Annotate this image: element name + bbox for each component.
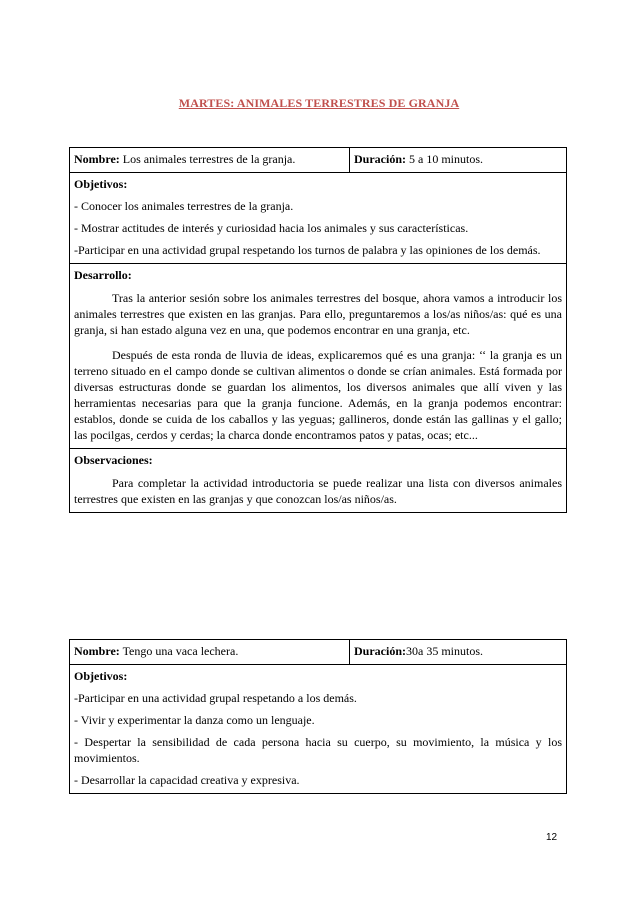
objetivo-item: - Conocer los animales terrestres de la granja. bbox=[74, 199, 294, 213]
duracion-value: 30a 35 minutos. bbox=[406, 644, 483, 658]
objetivo-item: - Vivir y experimentar la danza como un lenguaje. bbox=[74, 713, 315, 727]
nombre-label: Nombre: bbox=[74, 644, 120, 658]
duracion-label: Duración: bbox=[354, 644, 406, 658]
nombre-cell bbox=[70, 640, 350, 665]
duracion-label: Duración: bbox=[354, 152, 406, 166]
duracion-value: 5 a 10 minutos. bbox=[406, 152, 483, 166]
desarrollo-paragraph: Tras la anterior sesión sobre los animales terrestres del bosque, ahora vamos a introducir los animales terrestres que existen en las granjas. Para ello, preguntaremos a los/as niños/as: qué es una granja, si han estado alguna vez en una, que podemos encontrar en una granja, etc. bbox=[74, 291, 562, 337]
objetivo-item: - Mostrar actitudes de interés y curiosidad hacia los animales y sus características. bbox=[74, 221, 469, 235]
nombre-value: Los animales terrestres de la granja. bbox=[119, 152, 296, 166]
page-number: 12 bbox=[546, 832, 558, 843]
activity-table-1 bbox=[69, 147, 567, 513]
activity-table-2 bbox=[69, 639, 567, 794]
observaciones-heading: Observaciones: bbox=[74, 453, 153, 467]
objetivos-section bbox=[70, 665, 567, 794]
nombre-label: Nombre: bbox=[74, 152, 120, 166]
objetivo-item: - Despertar la sensibilidad de cada persona hacia su cuerpo, su movimiento, la música y los movimientos. bbox=[74, 735, 562, 765]
duracion-cell bbox=[350, 640, 567, 665]
objetivos-heading: Objetivos: bbox=[74, 669, 128, 683]
objetivo-item: -Participar en una actividad grupal respetando los turnos de palabra y las opiniones de los demás. bbox=[74, 243, 541, 257]
observaciones-paragraph: Para completar la actividad introductoria se puede realizar una lista con diversos animales terrestres que existen en las granjas y que conozcan los/as niños/as. bbox=[74, 476, 562, 506]
nombre-cell bbox=[70, 148, 350, 173]
page-title: MARTES: ANIMALES TERRESTRES DE GRANJA bbox=[178, 96, 460, 110]
observaciones-section bbox=[70, 449, 567, 513]
objetivos-heading: Objetivos: bbox=[74, 177, 128, 191]
desarrollo-paragraph: Después de esta ronda de lluvia de ideas, explicaremos qué es una granja: ‘‘ la granja es un terreno situado en el campo donde se cultivan alimentos o donde se crían animales. Está formada por diversas estructuras donde se guardan los alimentos, los diversos animales que allí viven y las herramientas necesarias para que la granja funcione. Además, en la granja podemos encontrar: establos, donde se cuida de los caballos y las yeguas; gallineros, donde están las gallinas y el gallo; las pocilgas, cerdos y cerdas; la charca donde encontramos patos y patas, ocas; etc... bbox=[74, 348, 562, 442]
objetivo-item: - Desarrollar la capacidad creativa y expresiva. bbox=[74, 773, 300, 787]
desarrollo-section bbox=[70, 264, 567, 449]
desarrollo-heading: Desarrollo: bbox=[74, 268, 132, 282]
objetivos-section bbox=[70, 173, 567, 264]
duracion-cell bbox=[350, 148, 567, 173]
nombre-value: Tengo una vaca lechera. bbox=[119, 644, 239, 658]
objetivo-item: -Participar en una actividad grupal respetando a los demás. bbox=[74, 691, 357, 705]
